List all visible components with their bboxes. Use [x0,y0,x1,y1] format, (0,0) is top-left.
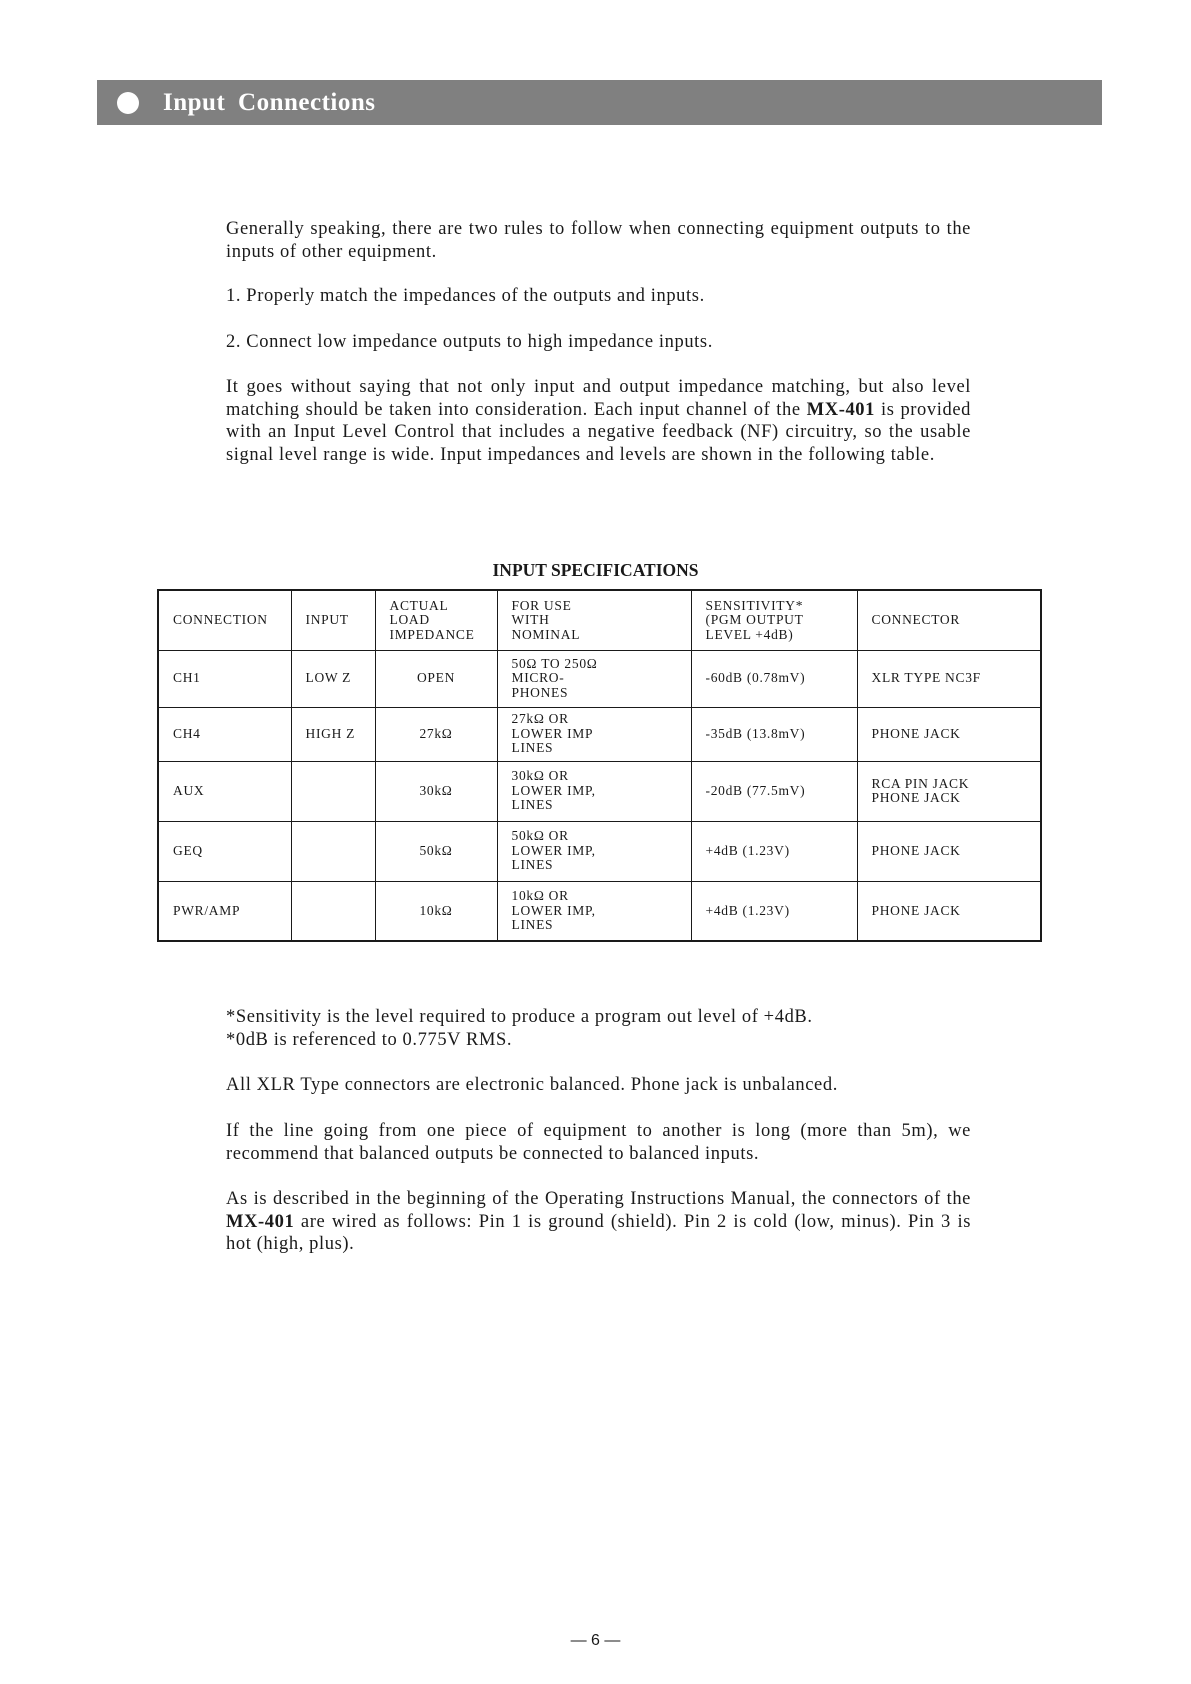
intro-paragraph [226,218,971,263]
cell-sensitivity: -60dB (0.78mV) [691,650,857,707]
matching-text: It goes without saying that not only input and output impedance matching, but also level matching should be taken into consideration. Each input channel of the MX-401 is provided with an Input Level Control that includes a negative feedback (NF) circuitry, so the usable signal level range is wide. Input impedances and levels are shown in the following table. [226,377,972,465]
cell-impedance: OPEN [375,650,497,707]
cell-nominal: 27kΩ OR LOWER IMP LINES [497,707,691,761]
page-number: — 6 — [570,1632,621,1649]
cell-connector: XLR TYPE NC3F [857,650,1041,707]
cell-sensitivity: -35dB (13.8mV) [691,707,857,761]
table-row [158,650,1041,707]
section-title: Input Connections [163,88,376,116]
cell-input: LOW Z [291,650,375,707]
cell-sensitivity: -20dB (77.5mV) [691,761,857,821]
intro-text: Generally speaking, there are two rules to follow when connecting equipment outputs to the inputs of other equipment. [226,219,971,262]
header-cell: INPUT [291,590,375,650]
xlr-paragraph [226,1074,971,1097]
rule-1-text: 1. Properly match the impedances of the outputs and inputs. [226,286,705,306]
pin-note: As is described in the beginning of the Operating Instructions Manual, the connectors of the MX-401 are wired as follows: Pin 1 is ground (shield). Pin 2 is cold (low, minus). Pin 3 is hot (high, plus). [226,1189,971,1254]
cell-connection: AUX [158,761,291,821]
cell-connection: CH1 [158,650,291,707]
cell-connector: PHONE JACK [857,707,1041,761]
header-cell: CONNECTION [158,590,291,650]
sensitivity-note: *Sensitivity is the level required to produce a program out level of +4dB. [226,1007,813,1027]
header-cell: SENSITIVITY* (PGM OUTPUT LEVEL +4dB) [691,590,857,650]
cell-connection: GEQ [158,821,291,881]
header-cell: FOR USE WITH NOMINAL [497,590,691,650]
sensitivity-notes [226,1006,971,1051]
cell-connector: RCA PIN JACK PHONE JACK [857,761,1041,821]
table-row [158,707,1041,761]
cell-nominal: 10kΩ OR LOWER IMP, LINES [497,881,691,941]
rule-2-text: 2. Connect low impedance outputs to high impedance inputs. [226,332,713,352]
reference-note: *0dB is referenced to 0.775V RMS. [226,1029,513,1050]
section-header-bar [97,80,1102,125]
long-line-note: If the line going from one piece of equipment to another is long (more than 5m), we recommend that balanced outputs be connected to balanced inputs. [226,1121,971,1164]
rule-1 [226,285,971,308]
input-specifications-table [157,589,1042,942]
cell-impedance: 27kΩ [375,707,497,761]
cell-input [291,821,375,881]
cell-sensitivity: +4dB (1.23V) [691,821,857,881]
cell-sensitivity: +4dB (1.23V) [691,881,857,941]
table-row [158,821,1041,881]
table-title: INPUT SPECIFICATIONS [492,560,699,580]
bullet-icon [117,92,139,114]
header-cell: CONNECTOR [857,590,1041,650]
cell-connector: PHONE JACK [857,881,1041,941]
cell-nominal: 50Ω TO 250Ω MICRO- PHONES [497,650,691,707]
long-line-paragraph [226,1120,971,1165]
model-name: MX-401 [806,399,876,420]
cell-connection: CH4 [158,707,291,761]
cell-connector: PHONE JACK [857,821,1041,881]
cell-connection: PWR/AMP [158,881,291,941]
pin-paragraph [226,1188,971,1256]
cell-input [291,761,375,821]
cell-impedance: 30kΩ [375,761,497,821]
table-row [158,761,1041,821]
rule-2 [226,331,971,354]
header-cell: ACTUAL LOAD IMPEDANCE [375,590,497,650]
cell-input [291,881,375,941]
cell-nominal: 30kΩ OR LOWER IMP, LINES [497,761,691,821]
matching-paragraph [226,376,971,466]
table-header-row [158,590,1041,650]
model-name: MX-401 [226,1211,295,1232]
cell-nominal: 50kΩ OR LOWER IMP, LINES [497,821,691,881]
cell-input: HIGH Z [291,707,375,761]
cell-impedance: 10kΩ [375,881,497,941]
cell-impedance: 50kΩ [375,821,497,881]
xlr-note: All XLR Type connectors are electronic balanced. Phone jack is unbalanced. [226,1075,838,1095]
table-row [158,881,1041,941]
